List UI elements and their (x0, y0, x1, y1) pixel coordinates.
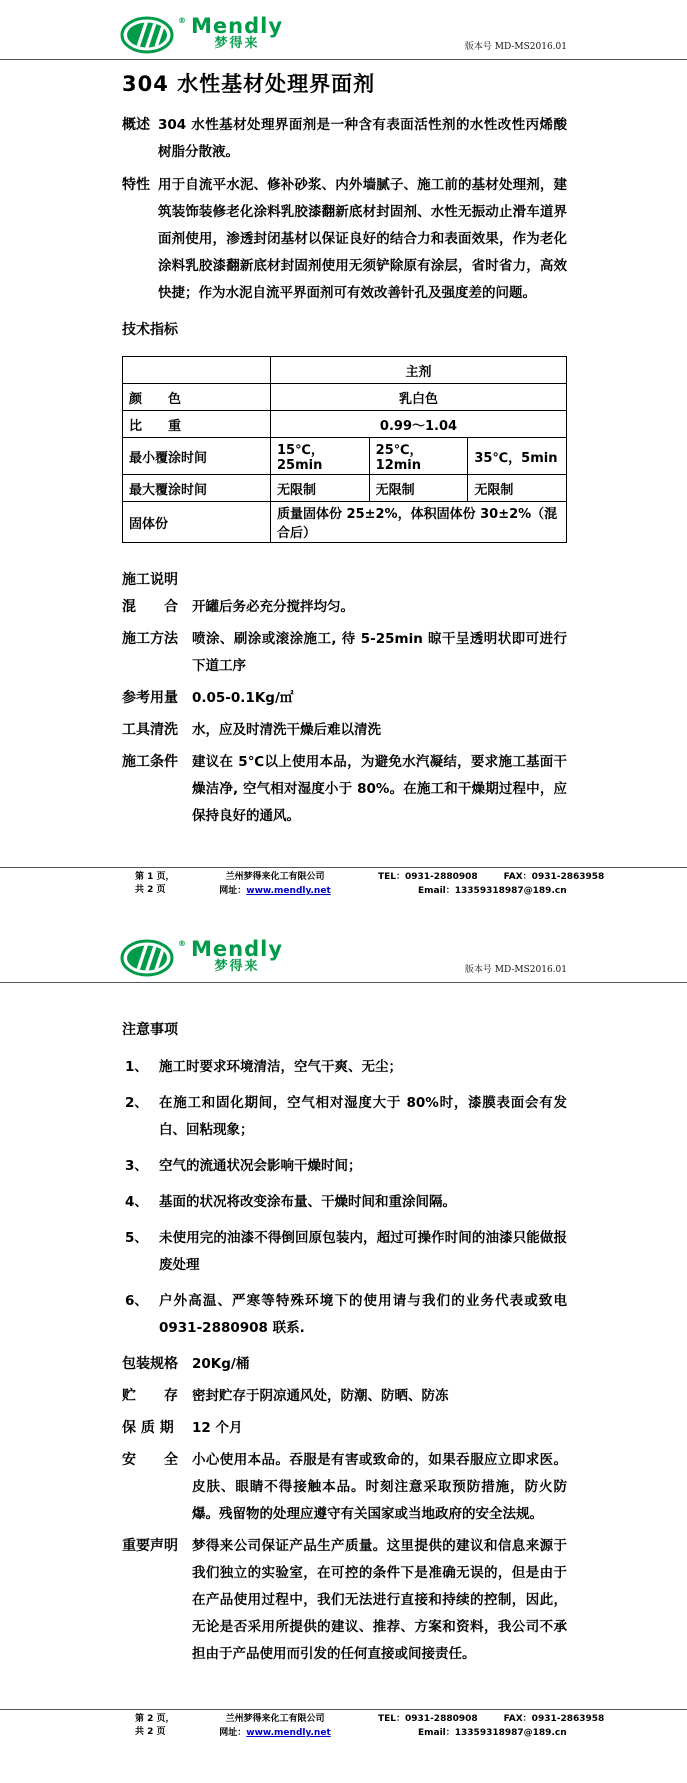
spec-gravity-value: 0.99～1.04 (271, 411, 567, 438)
spec-min-recoat-label: 最小覆涂时间 (123, 438, 271, 475)
tech-specs-heading: 技术指标 (122, 322, 178, 338)
field-text: 梦得来公司保证产品生产质量。这里提供的建议和信息来源于我们独立的实验室，在可控的条件下是准确无误的，但是由于在产品使用过程中，我们无法进行直接和持续的控制，因此，无论是否采用所提供的建议、推荐、方案和资料，我公司不承担由于产品使用而引发的任何直接或间接责任。 (192, 1538, 567, 1662)
page1-footer (0, 867, 687, 901)
note-text: 施工时要求环境清洁，空气干爽、无尘； (159, 1059, 402, 1075)
footer-company-block (180, 871, 370, 898)
note-item (0, 1153, 687, 1180)
note-text: 在施工和固化期间，空气相对湿度大于 80%时，漆膜表面会有发白、回粘现象； (159, 1095, 567, 1138)
overview-label: 概述 (122, 117, 150, 133)
spec-solids-value: 质量固体份 25±2%，体积固体份 30±2%（混合后） (271, 502, 567, 543)
construction-item-label: 混 合 (122, 599, 178, 615)
construction-item-conditions (0, 749, 687, 830)
field-text: 20Kg/桶 (192, 1356, 250, 1372)
website-label: 网址： (219, 1728, 247, 1738)
mendly-logo (120, 939, 283, 977)
note-number: 1、 (125, 1059, 148, 1075)
note-item (0, 1288, 687, 1342)
construction-item-text: 0.05-0.1Kg/㎡ (192, 690, 294, 706)
construction-item-text: 开罐后务必充分搅拌均匀。 (192, 599, 354, 615)
note-item (0, 1054, 687, 1081)
tel-number: TEL：0931-2880908 (378, 872, 478, 882)
footer-company-block (180, 1713, 370, 1740)
construction-item-label: 工具清洗 (122, 722, 178, 738)
registered-trademark-symbol: ® (178, 939, 186, 948)
spec-empty-cell (123, 357, 271, 384)
field-label: 包装规格 (122, 1356, 178, 1372)
features-section (0, 172, 687, 307)
table-row (123, 438, 567, 475)
company-name: 兰州梦得来化工有限公司 (225, 1714, 325, 1724)
note-text: 未使用完的油漆不得倒回原包装内，超过可操作时间的油漆只能做报废处理 (159, 1230, 567, 1273)
construction-item-label: 参考用量 (122, 690, 178, 706)
note-text: 户外高温、严寒等特殊环境下的使用请与我们的业务代表或致电 0931-2880908 联系. (159, 1293, 567, 1336)
construction-item-text: 水，应及时清洗干燥后难以清洗 (192, 722, 381, 738)
website-link[interactable]: www.mendly.net (246, 1728, 331, 1738)
field-disclaimer (0, 1533, 687, 1668)
version-number: 版本号 MD-MS2016.01 (464, 965, 567, 975)
note-number: 4、 (125, 1194, 148, 1210)
construction-item-method (0, 626, 687, 680)
note-item (0, 1090, 687, 1144)
construction-item-text: 建议在 5℃以上使用本品，为避免水汽凝结，要求施工基面干燥洁净, 空气相对湿度小于 80%。在施工和干燥期过程中，应保持良好的通风。 (192, 754, 567, 824)
note-number: 3、 (125, 1158, 148, 1174)
note-item (0, 1225, 687, 1279)
table-row (123, 411, 567, 438)
note-number: 6、 (125, 1293, 148, 1309)
construction-heading: 施工说明 (122, 572, 178, 588)
features-label: 特性 (122, 177, 150, 193)
field-label: 重要声明 (122, 1538, 178, 1554)
field-safety (0, 1447, 687, 1528)
spec-max-recoat-3: 无限制 (468, 475, 567, 502)
fax-number: FAX：0931-2863958 (503, 1714, 605, 1724)
page2-header (0, 923, 687, 982)
construction-item-label: 施工条件 (122, 754, 178, 770)
footer-contact-block (370, 1713, 657, 1740)
company-name: 兰州梦得来化工有限公司 (225, 872, 325, 882)
table-row (123, 357, 567, 384)
registered-trademark-symbol: ® (178, 16, 186, 25)
brand-name-cn: 梦得来 (214, 959, 260, 974)
footer-contact-block (370, 871, 657, 898)
email-address: Email：13359318987@189.cn (418, 886, 567, 896)
brand-name-en: Mendly (191, 14, 284, 38)
spec-min-recoat-35c: 35℃，5min (468, 438, 567, 475)
field-shelf-life (0, 1415, 687, 1442)
construction-item-cleaning (0, 717, 687, 744)
brand-wordmark (191, 939, 283, 974)
website-link[interactable]: www.mendly.net (246, 886, 331, 896)
tel-number: TEL：0931-2880908 (378, 1714, 478, 1724)
note-text: 空气的流通状况会影响干燥时间； (159, 1158, 362, 1174)
construction-item-dosage (0, 685, 687, 712)
field-label: 保 质 期 (122, 1420, 174, 1436)
field-storage (0, 1383, 687, 1410)
page-number: 第 1 页，共 2 页 (135, 872, 175, 895)
overview-section (0, 112, 687, 166)
table-row (123, 502, 567, 543)
email-address: Email：13359318987@189.cn (418, 1728, 567, 1738)
website-label: 网址： (219, 886, 247, 896)
brand-name-en: Mendly (191, 937, 284, 961)
spec-solids-label: 固体份 (123, 502, 271, 543)
page-title: 304 水性基材处理界面剂 (122, 72, 376, 96)
overview-text: 304 水性基材处理界面剂是一种含有表面活性剂的水性改性丙烯酸树脂分散液。 (158, 117, 567, 160)
tech-specs-table (122, 356, 567, 543)
version-number: 版本号 MD-MS2016.01 (464, 42, 567, 52)
field-text: 12 个月 (192, 1420, 243, 1436)
field-text: 小心使用本品。吞服是有害或致命的，如果吞服应立即求医。皮肤、眼睛不得接触本品。时刻注意采取预防措施，防火防爆。残留物的处理应遵守有关国家或当地政府的安全法规。 (192, 1452, 567, 1522)
spec-color-label: 颜 色 (123, 384, 271, 411)
construction-item-label: 施工方法 (122, 631, 178, 647)
brand-name-cn: 梦得来 (214, 36, 260, 51)
page1-header (0, 0, 687, 59)
spec-max-recoat-2: 无限制 (369, 475, 468, 502)
fax-number: FAX：0931-2863958 (503, 872, 605, 882)
mendly-logo-icon (120, 939, 176, 977)
spec-max-recoat-1: 无限制 (271, 475, 370, 502)
page2-footer (0, 1709, 687, 1743)
spec-max-recoat-label: 最大覆涂时间 (123, 475, 271, 502)
note-text: 基面的状况将改变涂布量、干燥时间和重涂间隔。 (159, 1194, 456, 1210)
spec-color-value: 乳白色 (271, 384, 567, 411)
page-2 (0, 901, 687, 1783)
note-number: 5、 (125, 1230, 148, 1246)
construction-item-text: 喷涂、刷涂或滚涂施工, 待 5-25min 晾干呈透明状即可进行下道工序 (192, 631, 567, 674)
features-text: 用于自流平水泥、修补砂浆、内外墙腻子、施工前的基材处理剂，建筑装饰装修老化涂料乳胶漆翻新底材封固剂、水性无振动止滑车道界面剂使用，渗透封闭基材以保证良好的结合力和表面效果，作为老化涂料乳胶漆翻新底材封固剂使用无须铲除原有涂层，省时省力，高效快捷；作为水泥自流平界面剂可有效改善针孔及强度差的问题。 (158, 177, 567, 301)
mendly-logo-icon (120, 16, 176, 54)
field-text: 密封贮存于阴凉通风处，防潮、防晒、防冻 (192, 1388, 449, 1404)
brand-wordmark (191, 16, 283, 51)
mendly-logo (120, 16, 283, 54)
spec-gravity-label: 比 重 (123, 411, 271, 438)
website-line (180, 1727, 370, 1740)
construction-item-mixing (0, 594, 687, 621)
field-packaging (0, 1351, 687, 1378)
note-number: 2、 (125, 1095, 148, 1111)
page-number: 第 2 页，共 2 页 (135, 1714, 175, 1737)
website-line (180, 885, 370, 898)
table-row (123, 384, 567, 411)
header-divider (0, 59, 687, 60)
spec-min-recoat-15c: 15℃，25min (271, 438, 370, 475)
field-label: 安 全 (122, 1452, 178, 1468)
table-row (123, 475, 567, 502)
spec-header-main-agent: 主剂 (271, 357, 567, 384)
notes-heading: 注意事项 (122, 1022, 178, 1038)
header-divider (0, 982, 687, 983)
field-label: 贮 存 (122, 1388, 178, 1404)
spec-min-recoat-25c: 25℃，12min (369, 438, 468, 475)
note-item (0, 1189, 687, 1216)
